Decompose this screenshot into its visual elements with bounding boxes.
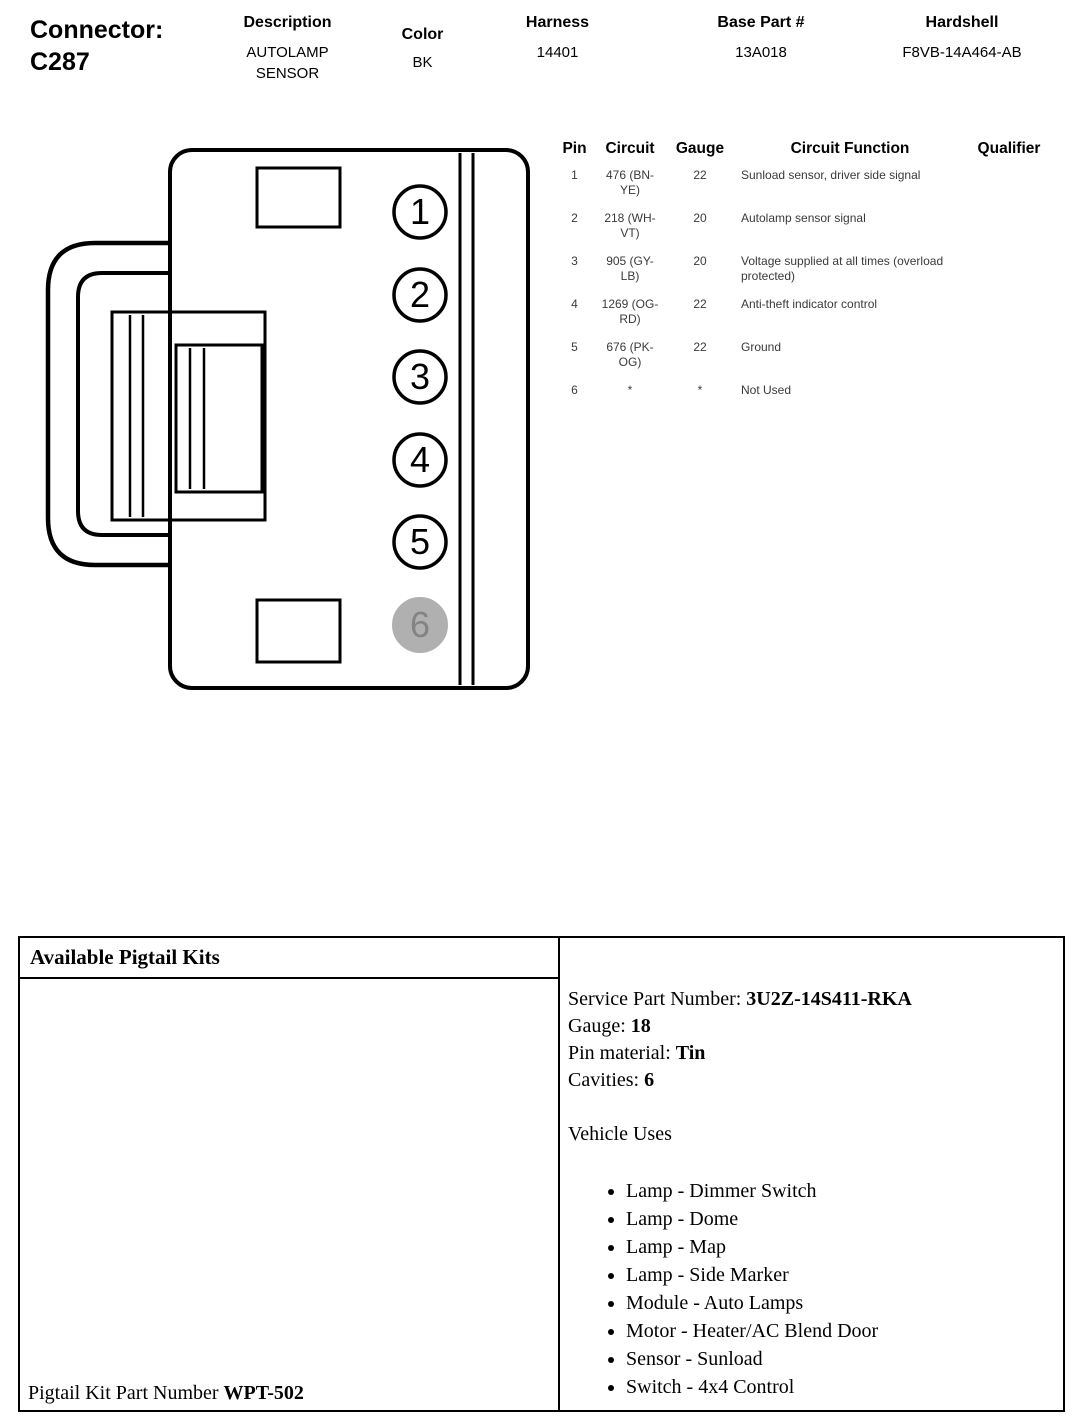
cavities-value: 6 xyxy=(644,1069,655,1091)
gauge-label: Gauge: xyxy=(568,1015,631,1037)
vehicle-use-item: • Lamp - Dome xyxy=(626,1205,1055,1233)
pin-gauge: 22 xyxy=(693,297,707,311)
vehicle-use-item: • Switch - 4x4 Control xyxy=(626,1373,1055,1401)
pin-row xyxy=(552,211,1055,254)
pin-cavity-3 xyxy=(394,351,446,403)
pin-number: 1 xyxy=(571,168,578,182)
harness-value: 14401 xyxy=(536,44,579,61)
pin-table-header-row xyxy=(552,140,1055,168)
pin-function: Ground xyxy=(741,340,782,354)
pin-cavity-number: 6 xyxy=(409,604,431,645)
connector-diagram xyxy=(40,140,540,695)
connector-id: C287 xyxy=(30,48,90,76)
hardshell-value: F8VB-14A464-AB xyxy=(902,44,1022,61)
pin-qualifier xyxy=(963,383,1055,411)
spacer xyxy=(568,1094,1055,1121)
pin-material-line xyxy=(568,1040,1055,1067)
pin-gauge: 20 xyxy=(693,211,707,225)
pin-number: 6 xyxy=(571,383,578,397)
pin-circuit: 218 (WH-VT) xyxy=(604,211,656,240)
pin-table xyxy=(552,140,1055,411)
gauge-value: 18 xyxy=(630,1015,651,1037)
vehicle-uses-list xyxy=(568,1177,1055,1401)
pin-cavity-1 xyxy=(394,186,446,238)
pin-cavity-number: 4 xyxy=(409,439,431,480)
pin-function: Not Used xyxy=(741,383,792,397)
pigtail-left-body xyxy=(20,979,558,1410)
pin-row xyxy=(552,297,1055,340)
header-field-color xyxy=(385,26,460,73)
spacer xyxy=(568,1148,1055,1177)
pin-cavity-number: 3 xyxy=(409,356,431,397)
pin-qualifier xyxy=(963,340,1055,383)
pin-row xyxy=(552,254,1055,297)
pin-gauge: 22 xyxy=(693,168,707,182)
pin-number: 2 xyxy=(571,211,578,225)
pin-row xyxy=(552,340,1055,383)
pin-gauge: 20 xyxy=(693,254,707,268)
pigtail-details-column xyxy=(560,938,1063,1410)
base-part-label: Base Part # xyxy=(717,14,805,31)
pigtail-kits-section xyxy=(18,936,1065,1412)
pin-number: 3 xyxy=(571,254,578,268)
latch-outer xyxy=(112,312,265,520)
pin-number: 5 xyxy=(571,340,578,354)
pin-cavities xyxy=(393,186,447,652)
vehicle-use-item: • Lamp - Side Marker xyxy=(626,1261,1055,1289)
cavities-line xyxy=(568,1067,1055,1094)
vehicle-use-item: • Module - Auto Lamps xyxy=(626,1289,1055,1317)
pin-row xyxy=(552,168,1055,211)
pin-qualifier xyxy=(963,168,1055,211)
vehicle-use-item: • Lamp - Dimmer Switch xyxy=(626,1177,1055,1205)
description-value: AUTOLAMP SENSOR xyxy=(246,44,329,82)
hardshell-label: Hardshell xyxy=(925,14,999,31)
pin-cavity-number: 2 xyxy=(409,274,431,315)
gauge-line xyxy=(568,1013,1055,1040)
pin-cavity-4 xyxy=(394,434,446,486)
pin-cavity-5 xyxy=(394,516,446,568)
pin-gauge: 22 xyxy=(693,340,707,354)
pin-circuit: 676 (PK-OG) xyxy=(606,340,654,369)
pin-material-value: Tin xyxy=(675,1042,706,1064)
pin-row xyxy=(552,383,1055,411)
pin-circuit: 1269 (OG-RD) xyxy=(601,297,659,326)
pin-function: Autolamp sensor signal xyxy=(741,211,866,225)
service-part-label: Service Part Number: xyxy=(568,988,747,1010)
pin-circuit: 476 (BN-YE) xyxy=(605,168,655,197)
pin-number: 4 xyxy=(571,297,578,311)
service-part-number-line xyxy=(568,986,1055,1013)
pin-cavity-number: 1 xyxy=(409,191,431,232)
header-pin: Pin xyxy=(562,140,587,157)
pin-cavity-6-unused xyxy=(393,598,447,652)
vehicle-use-item: • Lamp - Map xyxy=(626,1233,1055,1261)
connector-bottom-slot xyxy=(257,600,340,662)
pin-function: Sunload sensor, driver side signal xyxy=(741,168,921,182)
pin-material-label: Pin material: xyxy=(568,1042,676,1064)
pin-function: Voltage supplied at all times (overload protected) xyxy=(741,254,944,283)
header-circuit-function: Circuit Function xyxy=(790,140,910,157)
header-gauge: Gauge xyxy=(675,140,725,157)
pin-qualifier xyxy=(963,211,1055,254)
description-label: Description xyxy=(243,14,332,31)
header-qualifier: Qualifier xyxy=(977,140,1041,157)
vehicle-uses-title: Vehicle Uses xyxy=(568,1123,672,1145)
pin-circuit: * xyxy=(627,383,633,397)
color-label: Color xyxy=(401,26,444,43)
header-circuit: Circuit xyxy=(605,140,655,157)
harness-label: Harness xyxy=(525,14,590,31)
pin-gauge: * xyxy=(697,383,703,397)
header-field-base-part xyxy=(700,14,822,63)
pigtail-kit-label: Pigtail Kit Part Number xyxy=(28,1382,224,1404)
mounting-loop-outer xyxy=(48,243,170,565)
pin-cavity-2 xyxy=(394,269,446,321)
header-field-hardshell xyxy=(858,14,1066,63)
pin-function: Anti-theft indicator control xyxy=(741,297,878,311)
service-part-number: 3U2Z-14S411-RKA xyxy=(746,988,912,1010)
vehicle-use-item: • Motor - Heater/AC Blend Door xyxy=(626,1317,1055,1345)
pigtail-kit-number: WPT-502 xyxy=(223,1382,304,1404)
vehicle-use-item: • Sensor - Sunload xyxy=(626,1345,1055,1373)
pin-cavity-number: 5 xyxy=(409,521,431,562)
header-field-description xyxy=(220,14,355,84)
cavities-label: Cavities: xyxy=(568,1069,645,1091)
pin-circuit: 905 (GY-LB) xyxy=(606,254,654,283)
connector-top-slot xyxy=(257,168,340,227)
pigtail-left-column xyxy=(20,938,560,1410)
header-field-harness xyxy=(505,14,610,63)
base-part-value: 13A018 xyxy=(735,44,787,61)
pigtail-kits-title: Available Pigtail Kits xyxy=(20,938,558,979)
connector-title xyxy=(30,14,163,78)
pin-qualifier xyxy=(963,297,1055,340)
connector-label: Connector: xyxy=(30,16,164,44)
color-value: BK xyxy=(412,54,433,71)
pin-qualifier xyxy=(963,254,1055,297)
pigtail-kit-part-number-line xyxy=(28,1382,304,1405)
